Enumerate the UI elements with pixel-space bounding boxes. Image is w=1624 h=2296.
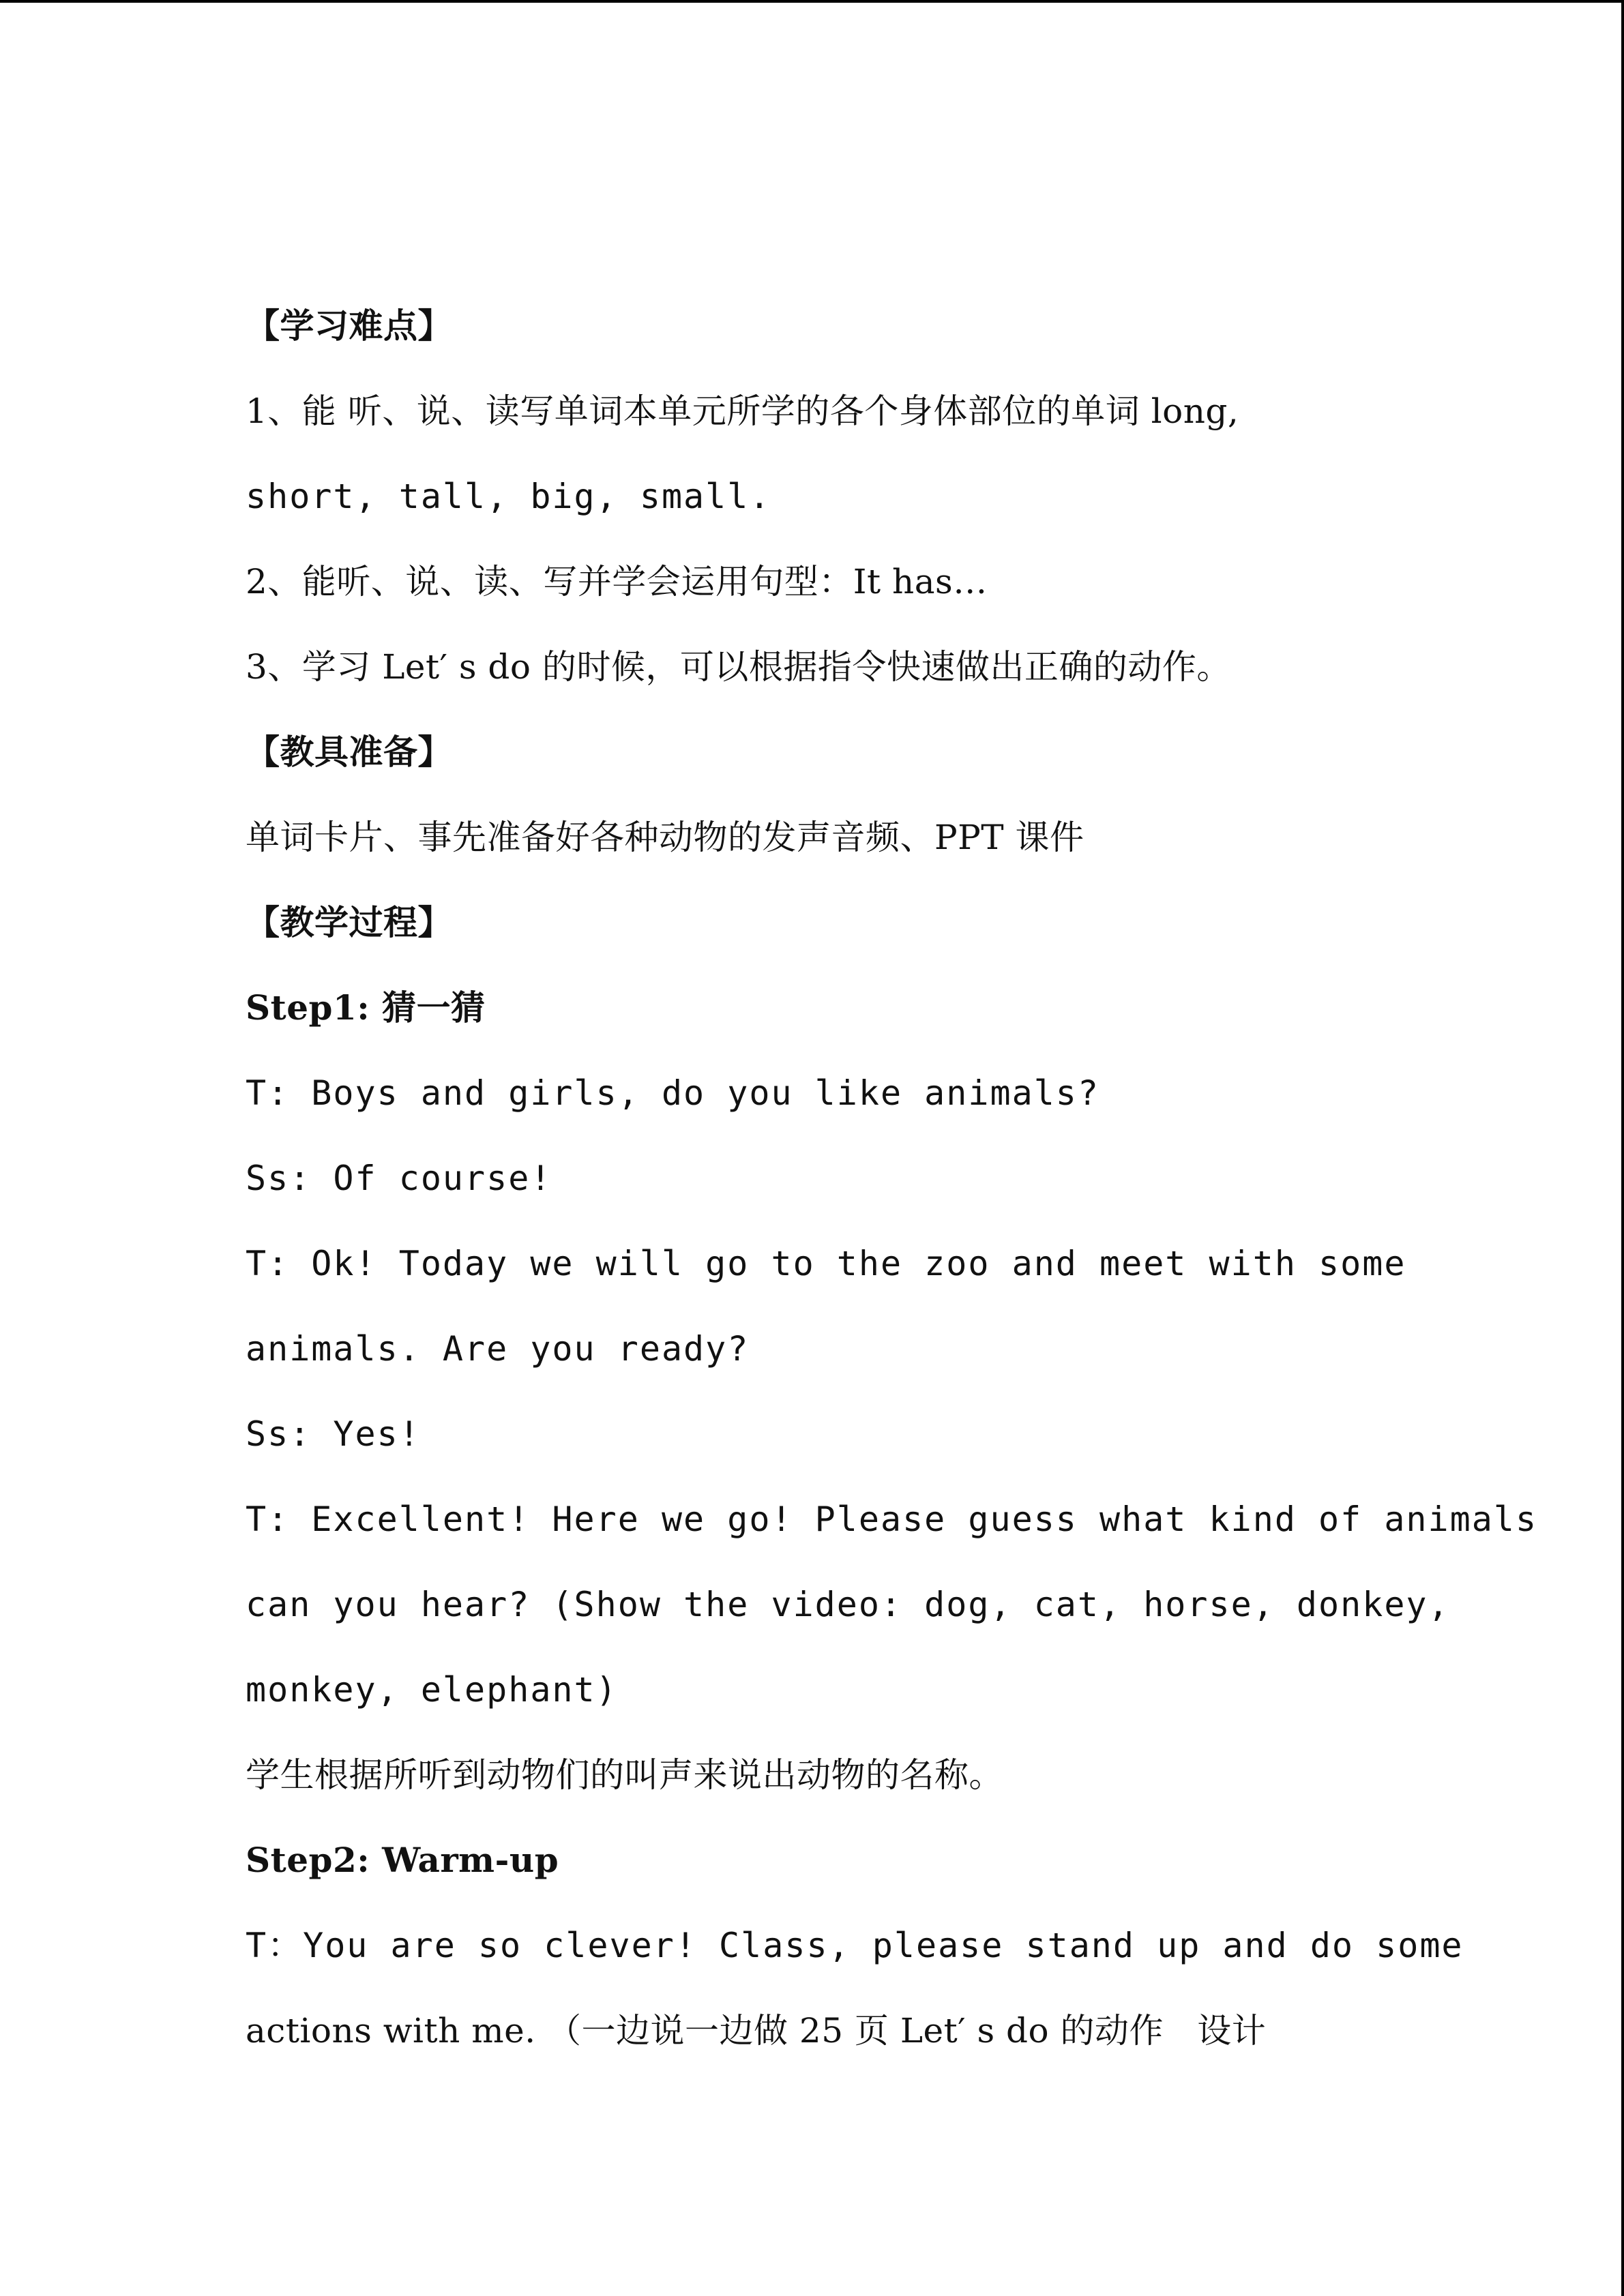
paragraph-line: short, tall, big, small.	[246, 477, 771, 516]
dialogue-line: actions with me. （一边说一边做 25 页 Let′ s do 的动作 设计	[246, 2011, 1267, 2051]
dialogue-line: Ss: Yes!	[246, 1414, 421, 1454]
paragraph-line: 学生根据所听到动物们的叫声来说出动物的名称。	[246, 1755, 1003, 1795]
dialogue-line: T: Excellent! Here we go! Please guess what kind of animals	[246, 1500, 1538, 1539]
step-heading-step1: Step1: 猜一猜	[246, 987, 486, 1028]
dialogue-line: T: Boys and girls, do you like animals?	[246, 1073, 1099, 1113]
page-border-right	[1621, 0, 1624, 2296]
section-heading-learning-difficulties: 【学习难点】	[246, 305, 452, 346]
dialogue-line: monkey, elephant)	[246, 1670, 618, 1710]
dialogue-line: can you hear? (Show the video: dog, cat, horse, donkey,	[246, 1585, 1450, 1624]
dialogue-line: animals. Are you ready?	[246, 1329, 750, 1369]
dialogue-line: T：You are so clever! Class, please stand up and do some	[246, 1926, 1464, 1965]
section-heading-teaching-aids: 【教具准备】	[246, 732, 452, 772]
paragraph-line: 单词卡片、事先准备好各种动物的发声音频、PPT 课件	[246, 818, 1084, 857]
page-border-top	[0, 0, 1624, 3]
dialogue-line: Ss: Of course!	[246, 1159, 552, 1198]
dialogue-line: T: Ok! Today we will go to the zoo and meet with some	[246, 1244, 1406, 1283]
paragraph-line: 2、能听、说、读、写并学会运用句型：It has…	[246, 562, 988, 601]
document-page	[246, 297, 1538, 2087]
step-heading-step2: Step2: Warm-up	[246, 1840, 559, 1880]
section-heading-teaching-process: 【教学过程】	[246, 902, 452, 942]
paragraph-line: 1、能 听、说、读写单词本单元所学的各个身体部位的单词 long,	[246, 391, 1239, 431]
paragraph-line: 3、学习 Let′ s do 的时候，可以根据指令快速做出正确的动作。	[246, 647, 1231, 687]
